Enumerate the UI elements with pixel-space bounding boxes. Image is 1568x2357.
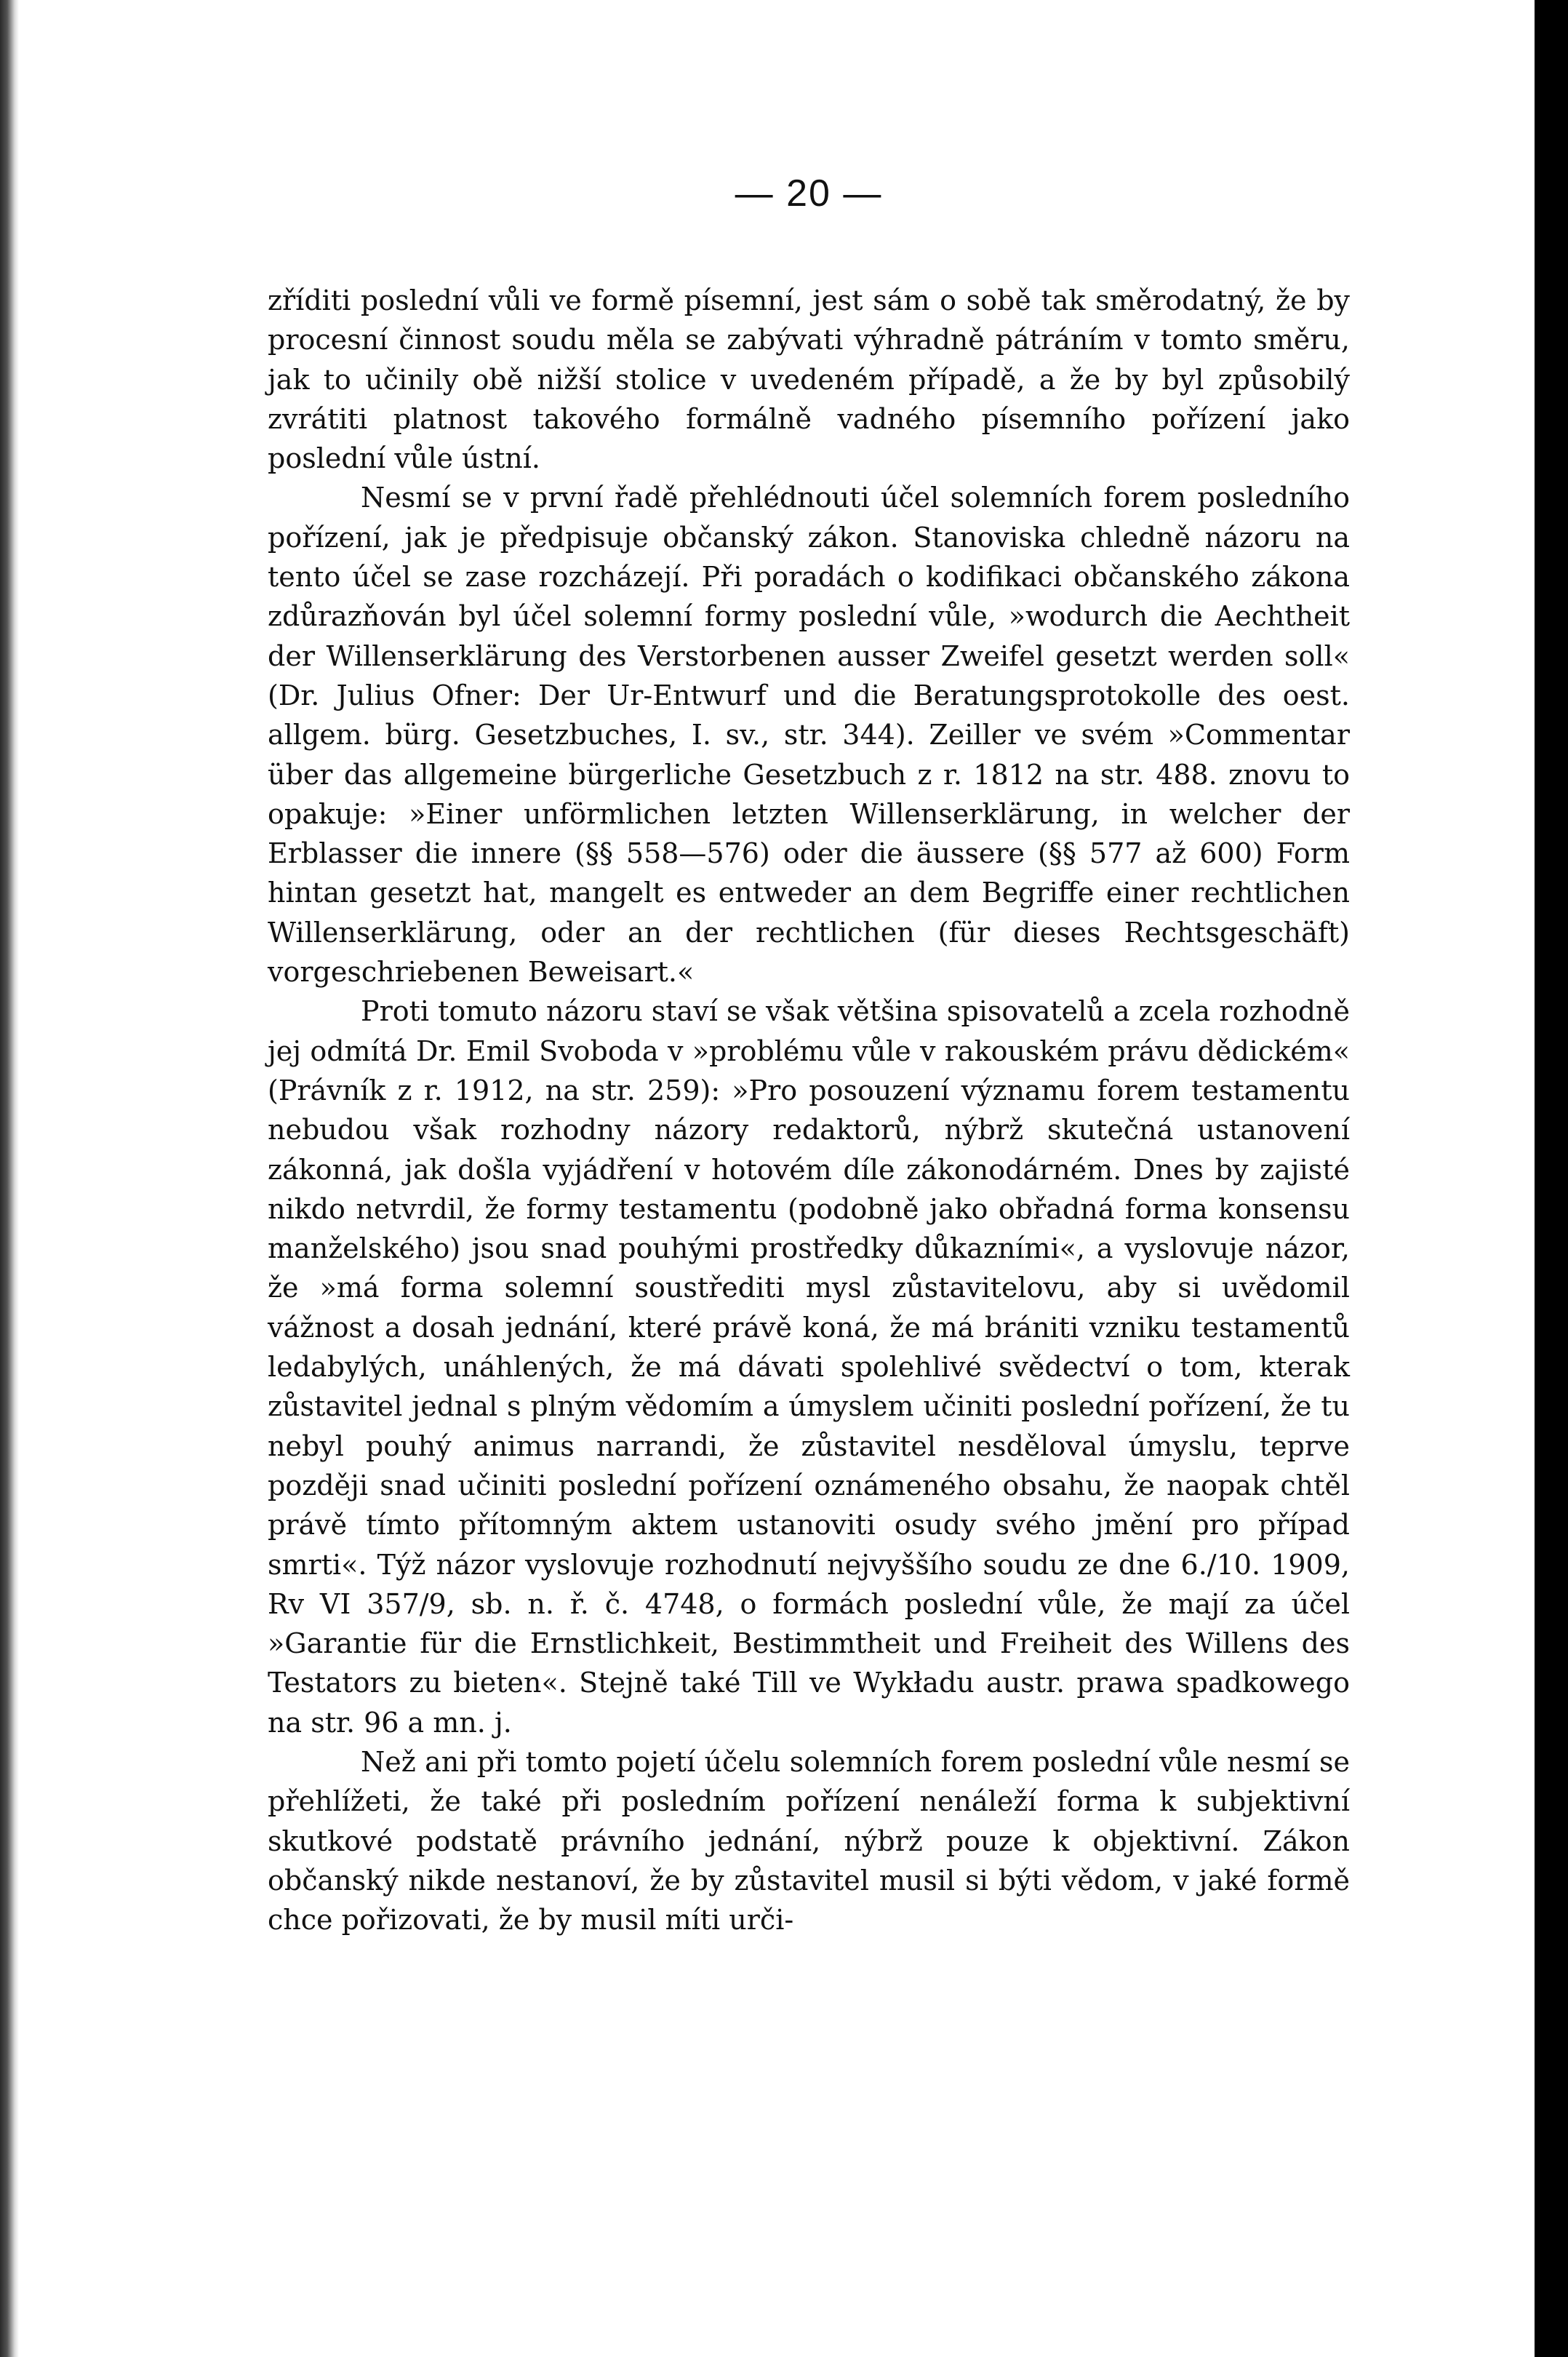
paragraph-2: Nesmí se v první řadě přehlédnouti účel solemních forem posledního pořízení, jak je předpisuje občanský zákon. Stanoviska chledně názoru na tento účel se zase rozcházejí. Při poradách o kodifikaci občanského zákona zdůrazňován byl účel solemní formy poslední vůle, »wodurch die Aechtheit der Willenserklärung des Verstorbenen ausser Zweifel gesetzt werden soll« (Dr. Julius Ofner: Der Ur-Entwurf und die Beratungsprotokolle des oest. allgem. bürg. Gesetzbuches, I. sv., str. 344). Zeiller ve svém »Commentar über das allgemeine bürgerliche Gesetzbuch z r. 1812 na str. 488. znovu to opakuje: »Einer unförmlichen letzten Willenserklärung, in welcher der Erblasser die innere (§§ 558—576) oder die äussere (§§ 577 až 600) Form hintan gesetzt hat, mangelt es entweder an dem Begriffe einer rechtlichen Willenserklärung, oder an der rechtlichen (für dieses Rechtsgeschäft) vorgeschriebenen Beweisart.« [268, 482, 1350, 989]
page-number: — 20 — [735, 172, 883, 215]
page-content [268, 172, 1350, 1939]
scan-right-border [1535, 0, 1568, 2357]
scan-left-edge [0, 0, 19, 2357]
paragraph-4: Než ani při tomto pojetí účelu solemních forem poslední vůle nesmí se přehlížeti, že také při posledním pořízení nenáleží forma k subjektivní skutkové podstatě právního jednání, nýbrž pouze k objektivní. Zákon občanský nikde nestanoví, že by zůstavitel musil si býti vědom, v jaké formě chce pořizovati, že by musil míti urči- [268, 1745, 1350, 1937]
paragraph-3: Proti tomuto názoru staví se však většina spisovatelů a zcela rozhodně jej odmítá Dr. Emil Svoboda v »problému vůle v rakouském právu dědickém« (Právník z r. 1912, na str. 259): »Pro posouzení významu forem testamentu nebudou však rozhodny názory redaktorů, nýbrž skutečná ustanovení zákonná, jak došla vyjádření v hotovém díle zákonodárném. Dnes by zajisté nikdo netvrdil, že formy testamentu (podobně jako obřadná forma konsensu manželského) jsou snad pouhými prostředky důkazními«, a vyslovuje názor, že »má forma solemní soustřediti mysl zůstavitelovu, aby si uvědomil vážnost a dosah jednání, které právě koná, že má brániti vzniku testamentů ledabylých, unáhlených, že má dávati spolehlivé svědectví o tom, kterak zůstavitel jednal s plným vědomím a úmyslem učiniti poslední pořízení, že tu nebyl pouhý animus narrandi, že zůstavitel nesděloval úmyslu, teprve později snad učiniti poslední pořízení oznámeného obsahu, že naopak chtěl právě tímto přítomným aktem ustanoviti osudy svého jmění pro případ smrti«. Týž názor vyslovuje rozhodnutí nejvyššího soudu ze dne 6./10. 1909, Rv VI 357/9, sb. n. ř. č. 4748, o formách poslední vůle, že mají za účel »Garantie für die Ernstlichkeit, Bestimmtheit und Freiheit des Willens des Testators zu bieten«. Stejně také Till ve Wykładu austr. prawa spadkowego na str. 96 a mn. j. [268, 995, 1350, 1739]
paragraph-1: zříditi poslední vůli ve formě písemní, jest sám o sobě tak směrodatný, že by procesní činnost soudu měla se zabývati výhradně pátráním v tomto směru, jak to učinily obě nižší stolice v uvedeném případě, a že by byl způsobilý zvrátiti platnost takového formálně vadného písemního pořízení jako poslední vůle ústní. [268, 284, 1350, 475]
